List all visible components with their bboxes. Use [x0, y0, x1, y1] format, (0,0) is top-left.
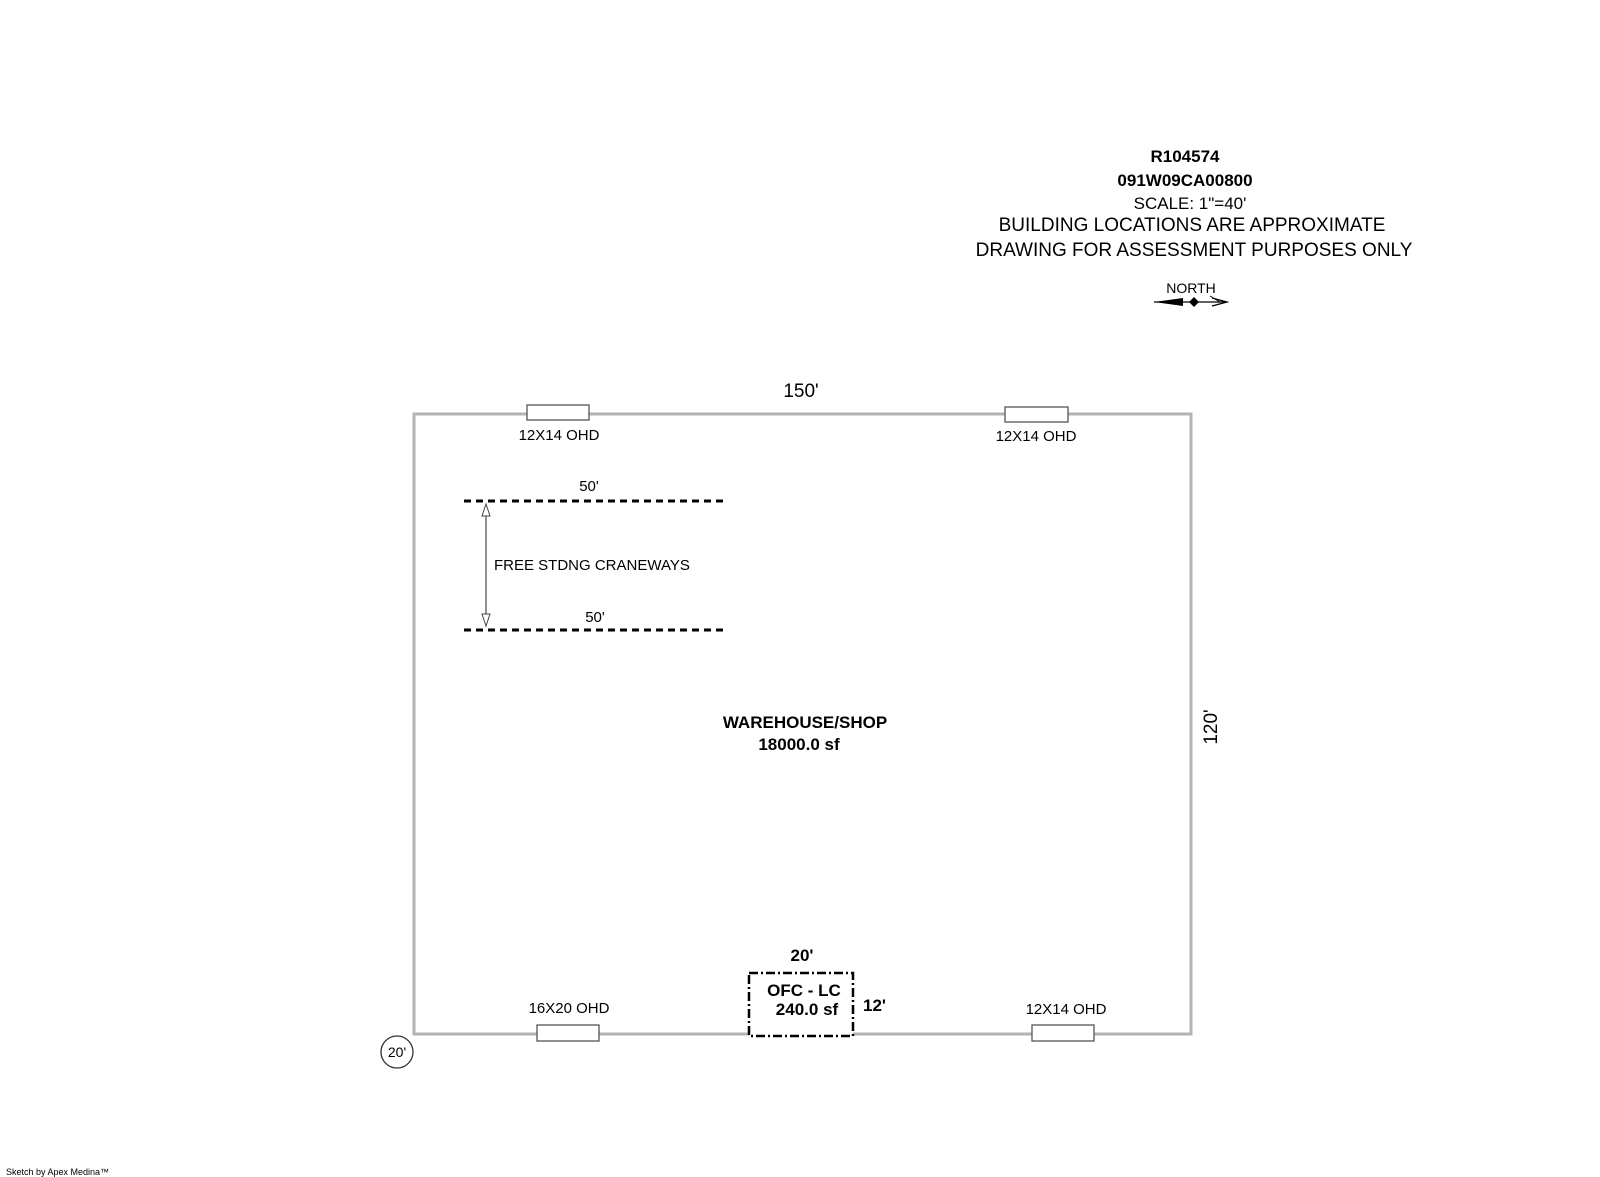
office-depth: 12'	[863, 996, 886, 1015]
craneway-arrowhead-top	[482, 504, 490, 516]
craneway-arrowhead-bottom	[482, 614, 490, 626]
warehouse-area: 18000.0 sf	[758, 735, 840, 754]
door-top-left	[527, 405, 589, 420]
craneway-bottom-length: 50'	[585, 609, 605, 626]
door-top-right	[1005, 407, 1068, 422]
office-area: 240.0 sf	[775, 1000, 839, 1019]
door-bottom-left	[537, 1025, 599, 1041]
door-label-top-left: 12X14 OHD	[518, 427, 600, 444]
office-width: 20'	[790, 946, 814, 965]
north-label: NORTH	[1166, 280, 1216, 296]
right-dimension: 120'	[1201, 709, 1222, 745]
north-arrow-icon	[1154, 296, 1227, 307]
door-label-bottom-left: 16X20 OHD	[528, 1000, 610, 1017]
footer-credit: Sketch by Apex Medina™	[6, 1167, 110, 1177]
door-bottom-right	[1032, 1025, 1094, 1041]
craneway-top-length: 50'	[579, 478, 599, 495]
warehouse-name: WAREHOUSE/SHOP	[722, 713, 888, 732]
craneway-label: FREE STDNG CRANEWAYS	[494, 557, 690, 574]
office-name: OFC - LC	[767, 981, 841, 1000]
door-label-bottom-right: 12X14 OHD	[1025, 1001, 1107, 1018]
door-label-top-right: 12X14 OHD	[995, 428, 1077, 445]
disclaimer-line-1: BUILDING LOCATIONS ARE APPROXIMATE	[998, 215, 1386, 236]
top-dimension: 150'	[783, 381, 819, 402]
parcel-id: R104574	[1150, 147, 1220, 166]
scale-label: SCALE: 1"=40'	[1133, 194, 1247, 213]
map-number: 091W09CA00800	[1117, 171, 1253, 190]
disclaimer-line-2: DRAWING FOR ASSESSMENT PURPOSES ONLY	[975, 240, 1413, 261]
corner-marker-label: 20'	[387, 1044, 407, 1060]
